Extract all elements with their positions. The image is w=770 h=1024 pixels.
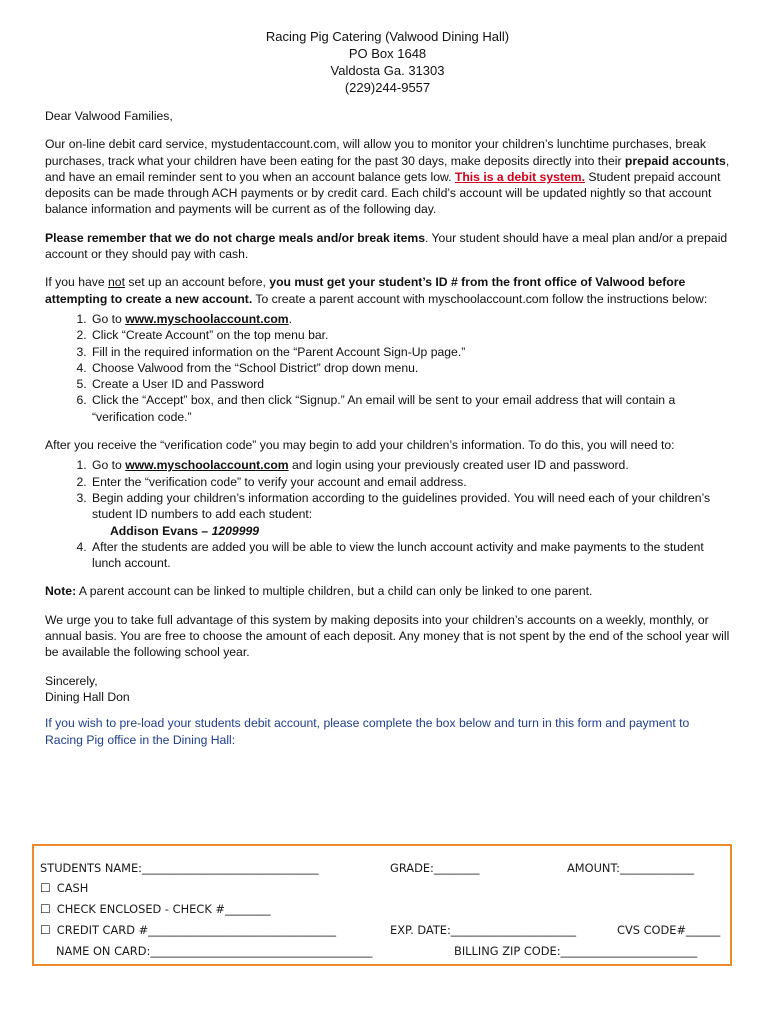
verification-paragraph: After you receive the “verification code” you may begin to add your children’s information. To do this, you will need to: (45, 438, 675, 453)
list-item: 6. Click the “Accept” box, and then click “Signup.” An email will be sent to your email address that will contain a “verification code.” (90, 392, 730, 425)
closing-sincerely: Sincerely, (45, 673, 98, 688)
list-item: 1. Go to www.myschoolaccount.com. (90, 311, 730, 327)
check-enclosed-option[interactable] (40, 902, 271, 916)
no-charge-notice: Please remember that we do not charge meals and/or break items (45, 230, 425, 245)
amount-field[interactable]: AMOUNT:_____________ (567, 861, 695, 875)
setup-paragraph: If you have not set up an account before, you must get your student’s ID # from the front office of Valwood before attempting to create a new account. To create a parent account with myschoolaccount.com follow the instructions below: (45, 275, 708, 306)
student-id-entry (92, 523, 730, 539)
student-id-number: 1209999 (211, 523, 260, 538)
list-item: 1. Go to www.myschoolaccount.com and login using your previously created user ID and password. (90, 457, 730, 473)
signer-name: Dining Hall Don (45, 689, 130, 704)
list-item: 2. Click “Create Account” on the top menu bar. (90, 327, 730, 343)
credit-card-option[interactable] (40, 923, 336, 937)
deposit-paragraph: We urge you to take full advantage of this system by making deposits into your children’s accounts on a weekly, monthly, or annual basis. You are free to choose the amount of each deposit. Any money that is not spent by the end of the school year will be available the following school year. (45, 612, 730, 660)
city-state-zip: Valdosta Ga. 31303 (330, 63, 445, 78)
preload-instructions: If you wish to pre-load your students debit account, please complete the box below and turn in this form and payment to Racing Pig office in the Dining Hall: (45, 716, 690, 747)
note-paragraph: Note: A parent account can be linked to multiple children, but a child can only be linked to one parent. (45, 584, 593, 599)
list-item: 2. Enter the “verification code” to verify your account and email address. (90, 474, 730, 490)
salutation: Dear Valwood Families, (45, 109, 173, 123)
list-item: 3. Begin adding your children’s information according to the guidelines provided. You will need each of your children’s student ID numbers to add each student: Addison Evans – 1209999 (90, 490, 730, 539)
account-creation-steps (45, 311, 730, 425)
list-item: 5. Create a User ID and Password (90, 376, 730, 392)
cash-label: CASH (56, 881, 89, 895)
po-box: PO Box 1648 (348, 46, 427, 61)
letter-header (45, 28, 730, 96)
cash-option[interactable] (40, 881, 88, 895)
debit-system-warning: This is a debit system. (454, 169, 585, 184)
intro-paragraph: Our on-line debit card service, mystudentaccount.com, will allow you to monitor your children’s lunchtime purchases, break purchases, track what your children have been eating for the past 30 days, make deposits directly into their prepaid accounts, and have an email reminder sent to you when an account balance gets low. This is a debit system. Student prepaid account deposits can be made through ACH payments or by credit card. Each child’s account will be updated nightly so that account balance information and payments will be current as of the following day. (45, 137, 730, 217)
myschoolaccount-link[interactable]: www.myschoolaccount.com (125, 311, 289, 326)
grade-field[interactable]: GRADE:________ (390, 861, 480, 875)
checkbox-icon[interactable]: ☐ (40, 902, 51, 916)
closing (45, 673, 730, 706)
list-item: 4. Choose Valwood from the “School District” drop down menu. (90, 360, 730, 376)
list-item: 4. After the students are added you will be able to view the lunch account activity and make payments to the student lunch account. (90, 539, 730, 572)
credit-card-label: CREDIT CARD #_________________________________ (56, 923, 337, 937)
student-id-requirement: you must get your student’s ID # from the front office of Valwood before attempting to create a new account. (45, 275, 686, 306)
students-name-field[interactable]: STUDENTS NAME:_______________________________ (40, 861, 319, 875)
myschoolaccount-link[interactable]: www.myschoolaccount.com (125, 458, 289, 473)
add-children-steps (45, 457, 730, 571)
list-item: 3. Fill in the required information on the “Parent Account Sign-Up page.” (90, 344, 730, 360)
exp-date-field[interactable]: EXP. DATE:______________________ (390, 923, 577, 937)
cvs-code-field[interactable]: CVS CODE#______ (617, 923, 721, 937)
company-name: Racing Pig Catering (Valwood Dining Hall) (265, 29, 510, 44)
prepaid-accounts-emphasis: prepaid accounts (624, 153, 726, 168)
billing-zip-field[interactable]: BILLING ZIP CODE:________________________ (454, 944, 698, 958)
check-enclosed-label: CHECK ENCLOSED - CHECK #________ (56, 902, 271, 916)
letter-page (45, 28, 730, 752)
note-label: Note: (45, 584, 77, 599)
checkbox-icon[interactable]: ☐ (40, 923, 51, 937)
phone-number: (229)244-9557 (344, 80, 431, 95)
student-name: Addison Evans – (110, 523, 212, 538)
payment-form-box (32, 844, 732, 966)
checkbox-icon[interactable]: ☐ (40, 881, 51, 895)
name-on-card-field[interactable]: NAME ON CARD:_______________________________________ (56, 944, 373, 958)
meals-policy-paragraph: Please remember that we do not charge meals and/or break items. Your student should have a meal plan and/or a prepaid account or they should pay with cash. (45, 230, 728, 262)
